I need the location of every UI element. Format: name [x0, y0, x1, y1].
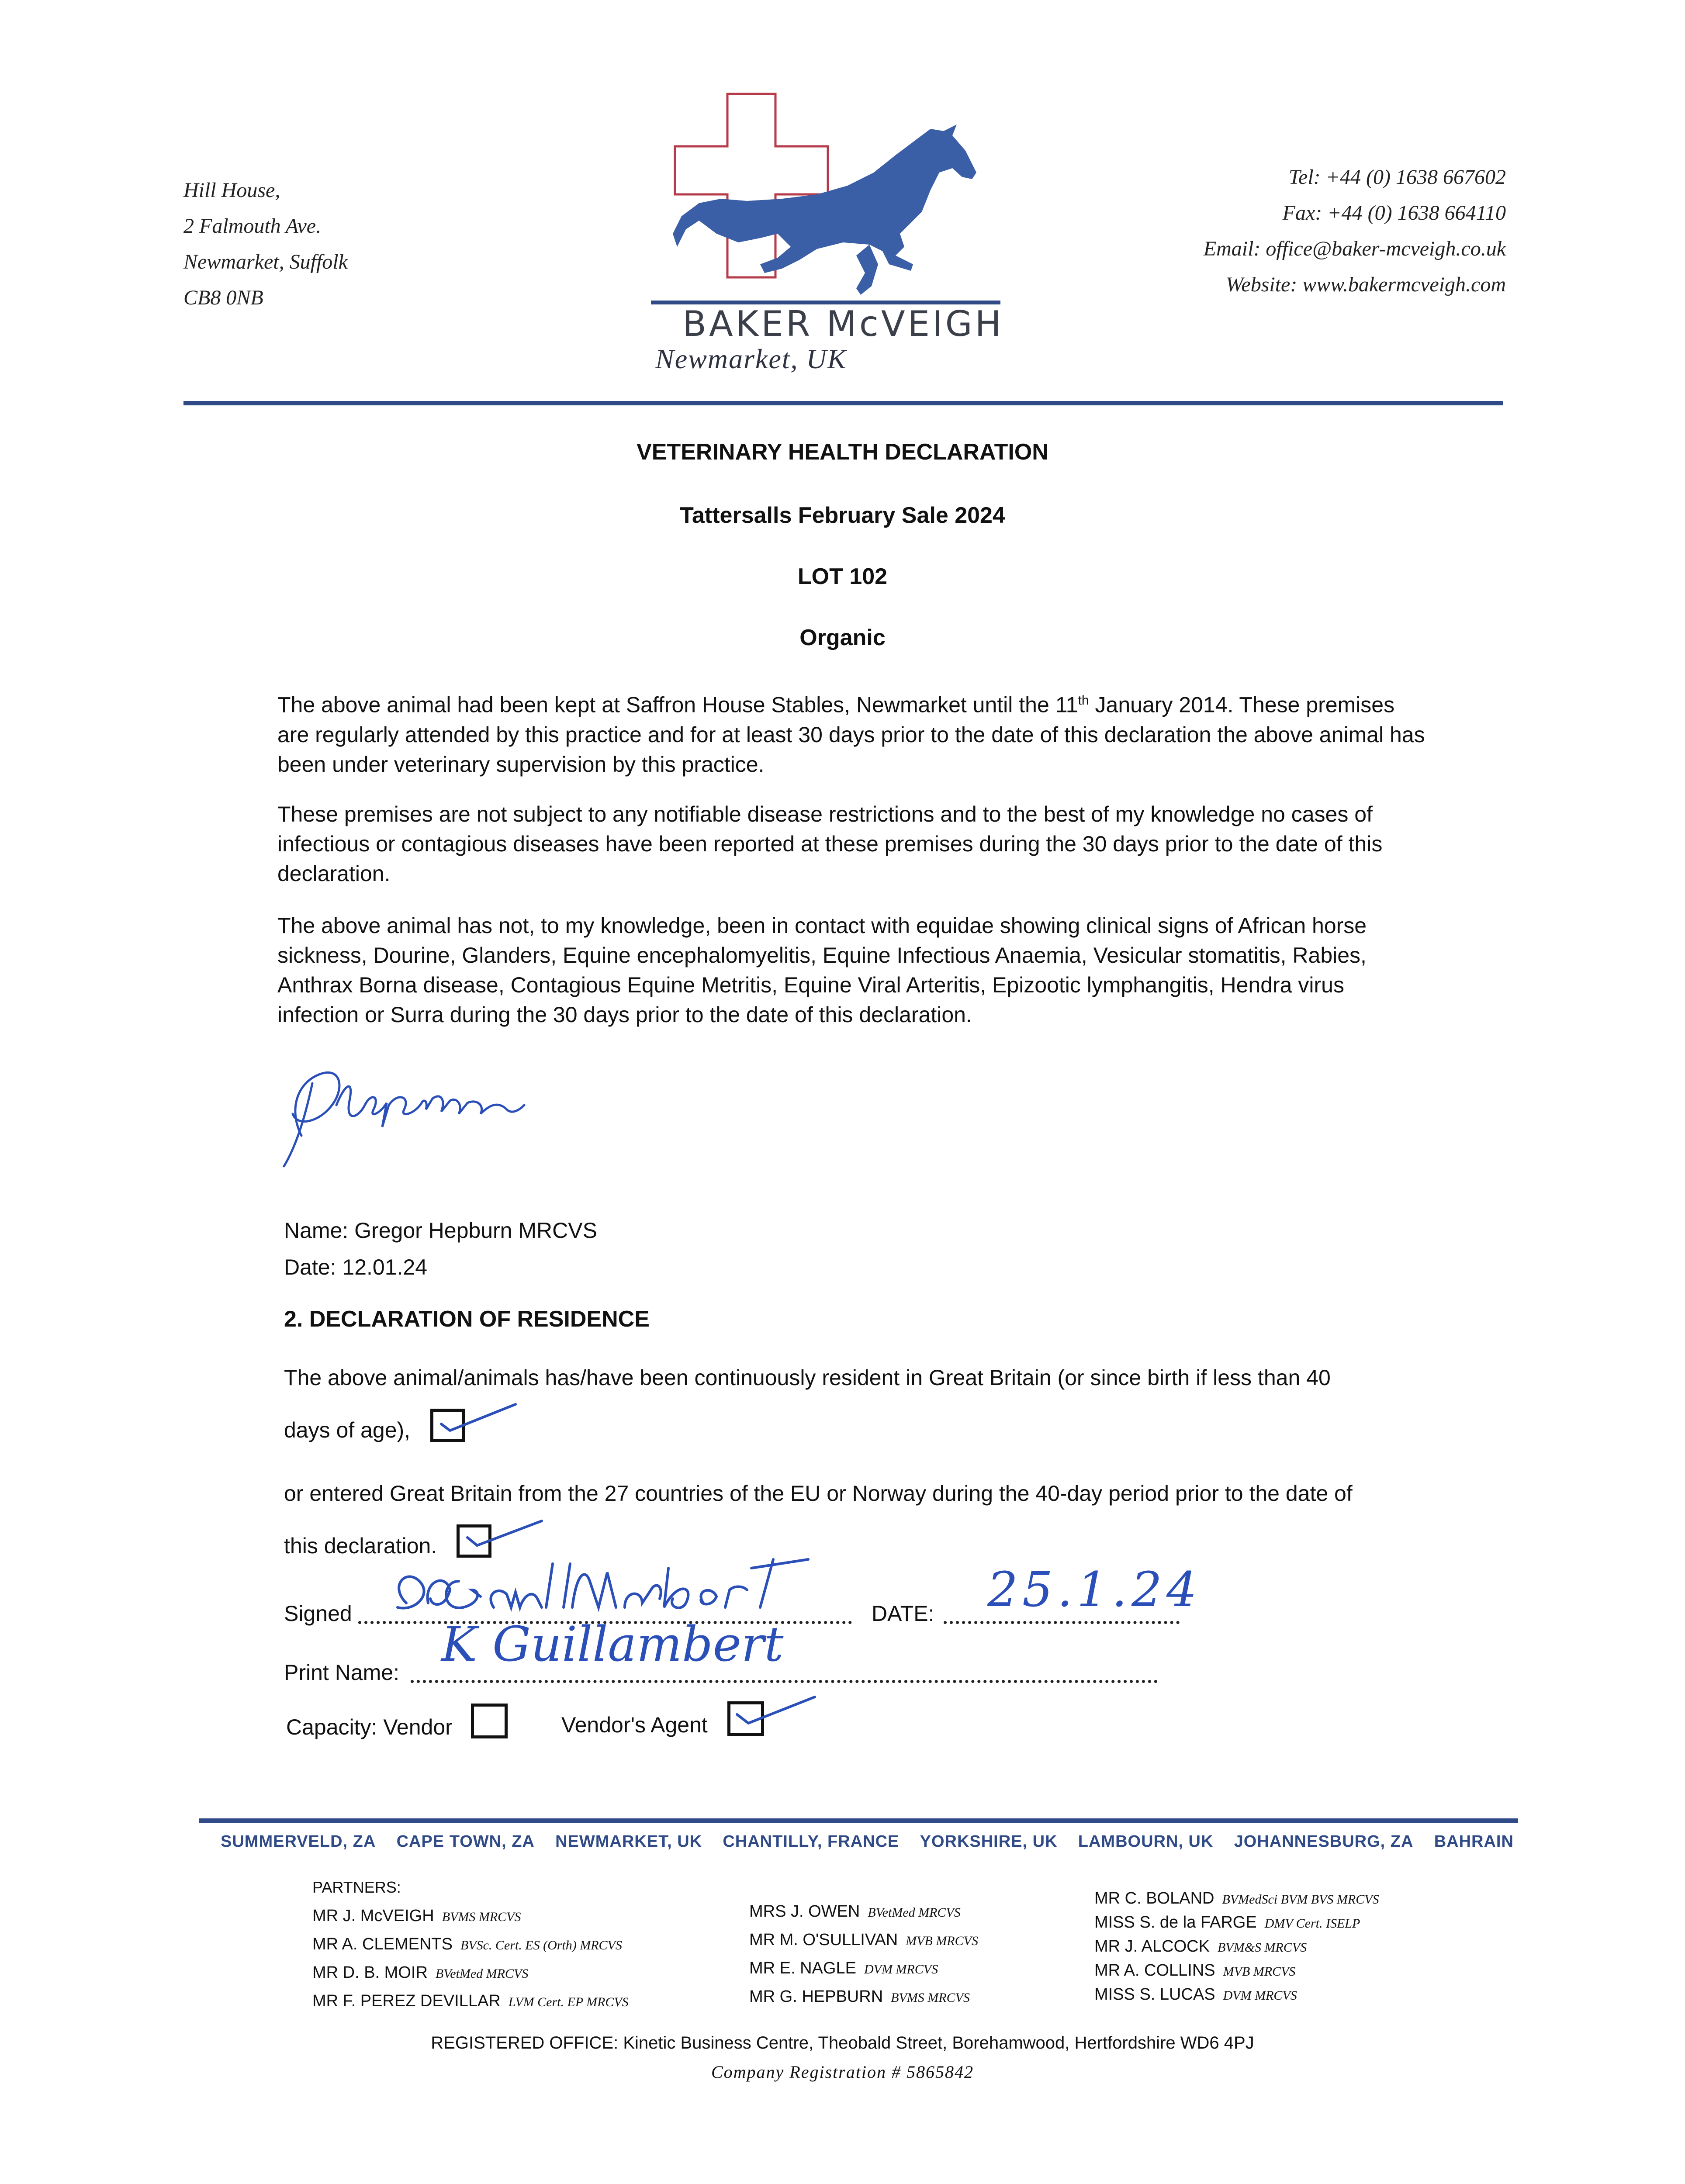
vet-details [284, 1212, 597, 1286]
partner-quals: BVMS MRCVS [891, 1990, 970, 2005]
office-locations [221, 1832, 1514, 1851]
email: Email: office@baker-mcveigh.co.uk [1203, 237, 1506, 260]
residence-line-1b [284, 1417, 410, 1443]
partner-entry [749, 1955, 978, 1983]
vet-signature [271, 1057, 577, 1179]
partner-quals: BVMedSci BVM BVS MRCVS [1222, 1892, 1379, 1907]
paragraph-text: These premises are not subject to any notifiable disease restrictions and to the best of my knowledge no cases of infectious or contagious diseases have been reported at these premises during the 30 days prior to the date of this declaration. [277, 802, 1383, 886]
office-location: BAHRAIN [1434, 1832, 1514, 1851]
partner-name: MR J. ALCOCK [1094, 1937, 1210, 1956]
partners-column-1 [312, 1902, 629, 2016]
office-location: SUMMERVELD, ZA [221, 1832, 376, 1851]
paragraph-disease [277, 799, 1431, 888]
partner-name: MR J. McVEIGH [312, 1907, 434, 1925]
partner-name: MR E. NAGLE [749, 1959, 856, 1977]
residence-line-1a: The above animal/animals has/have been continuously resident in Great Britain (or since birth if less than 40 [284, 1365, 1331, 1390]
paragraph-text: The above animal has not, to my knowledge, been in contact with equidae showing clinical signs of African horse sickness, Dourine, Glanders, Equine encephalomyelitis, Equine Infectious Anaemia, Vesicular stomatitis, Rabies, Anthrax Borna disease, Contagious Equine Metritis, Equine Viral Arteritis, Epizootic lymphangitis, Hendra virus infection or Surra during the 30 days prior to the date of this declaration. [277, 913, 1367, 1027]
residence-heading: 2. DECLARATION OF RESIDENCE [284, 1306, 650, 1332]
partner-quals: BVSc. Cert. ES (Orth) MRCVS [460, 1938, 622, 1952]
check-mark-icon [437, 1400, 520, 1435]
partners-title: PARTNERS: [312, 1878, 401, 1896]
lot-number: LOT 102 [797, 564, 888, 589]
partner-entry [1094, 1911, 1379, 1935]
partner-quals: LVM Cert. EP MRCVS [508, 1995, 629, 2009]
residence-line-2b: this declaration. [284, 1534, 437, 1558]
vendor-agent-label: Vendor's Agent [561, 1713, 708, 1737]
partner-entry [749, 1926, 978, 1955]
address-line: Hill House, [183, 179, 280, 202]
partner-name: MR G. HEPBURN [749, 1987, 883, 2006]
footer-divider [199, 1818, 1518, 1823]
partner-quals: BVetMed MRCVS [868, 1905, 961, 1920]
checkbox-vendor[interactable] [471, 1704, 508, 1738]
partner-name: MR A. CLEMENTS [312, 1935, 453, 1953]
telephone: Tel: +44 (0) 1638 667602 [1288, 166, 1506, 189]
brand-city: Newmarket, UK [655, 343, 847, 374]
partner-entry [312, 1931, 629, 1959]
date-label: DATE: [872, 1601, 934, 1626]
check-mark-icon [732, 1690, 819, 1730]
print-name-label: Print Name: [284, 1660, 399, 1685]
partner-name: MISS S. LUCAS [1094, 1985, 1215, 2004]
office-location: NEWMARKET, UK [555, 1832, 702, 1851]
partners-column-2 [749, 1898, 978, 2011]
partner-name: MR D. B. MOIR [312, 1963, 428, 1982]
address-line: CB8 0NB [183, 286, 263, 309]
office-location: YORKSHIRE, UK [920, 1832, 1058, 1851]
vet-name: Name: Gregor Hepburn MRCVS [284, 1218, 597, 1243]
paragraph-contact [277, 911, 1431, 1030]
office-location: JOHANNESBURG, ZA [1234, 1832, 1414, 1851]
baker-mcveigh-logo [651, 90, 1000, 321]
practice-address [183, 173, 348, 316]
horse-leg-icon [856, 245, 878, 295]
practice-contact [1204, 159, 1506, 303]
check-mark-icon [463, 1516, 546, 1551]
superscript: th [1078, 693, 1089, 708]
partner-name: MR A. COLLINS [1094, 1961, 1215, 1980]
partner-name: MR C. BOLAND [1094, 1889, 1214, 1908]
company-registration: Company Registration # 5865842 [711, 2062, 974, 2082]
partners-column-3 [1094, 1887, 1379, 2007]
partner-entry [1094, 1959, 1379, 1983]
address-line: 2 Falmouth Ave. [183, 214, 322, 238]
partner-quals: BVMS MRCVS [442, 1910, 521, 1924]
office-location: CHANTILLY, FRANCE [723, 1832, 900, 1851]
address-line: Newmarket, Suffolk [183, 250, 348, 273]
document-title: VETERINARY HEALTH DECLARATION [637, 439, 1048, 465]
partner-quals: MVB MRCVS [1223, 1964, 1296, 1979]
website: Website: www.bakermcveigh.com [1225, 273, 1506, 296]
signed-label: Signed [284, 1601, 352, 1626]
horse-name: Organic [799, 625, 886, 650]
partner-name: MISS S. de la FARGE [1094, 1913, 1257, 1932]
partner-entry [1094, 1887, 1379, 1911]
capacity-vendor-label: Capacity: Vendor [286, 1715, 453, 1739]
partner-quals: BVetMed MRCVS [435, 1966, 529, 1981]
brand-name: BAKER McVEIGH [682, 304, 1004, 344]
paragraph-text: The above animal had been kept at Saffron House Stables, Newmarket until the 11 [277, 692, 1078, 717]
office-location: CAPE TOWN, ZA [396, 1832, 535, 1851]
print-name-value: K Guillambert [441, 1616, 784, 1672]
paragraph-text: January 2014. These premises are regularly attended by this practice and for at least 30 days prior to the date of this declaration the above animal has been under veterinary supervision by this practice. [277, 692, 1425, 777]
partner-quals: DVM MRCVS [864, 1962, 938, 1977]
partner-entry [312, 1902, 629, 1931]
partner-entry [1094, 1983, 1379, 2007]
office-location: LAMBOURN, UK [1078, 1832, 1214, 1851]
partner-quals: BVM&S MRCVS [1217, 1940, 1307, 1955]
registered-office: REGISTERED OFFICE: Kinetic Business Centre, Theobald Street, Borehamwood, Hertfordshire WD6 4PJ [431, 2033, 1254, 2053]
fax: Fax: +44 (0) 1638 664110 [1282, 201, 1506, 225]
vet-date: Date: 12.01.24 [284, 1255, 428, 1279]
partner-entry [749, 1898, 978, 1926]
partner-entry [312, 1987, 629, 2016]
partner-name: MR F. PEREZ DEVILLAR [312, 1992, 501, 2010]
residence-line-2a: or entered Great Britain from the 27 countries of the EU or Norway during the 40-day period prior to the date of [284, 1481, 1353, 1506]
sale-name: Tattersalls February Sale 2024 [680, 503, 1005, 528]
header-divider [183, 401, 1503, 405]
partner-quals: DMV Cert. ISELP [1264, 1916, 1360, 1931]
partner-entry [1094, 1935, 1379, 1959]
partner-quals: MVB MRCVS [906, 1934, 978, 1948]
partner-entry [749, 1983, 978, 2011]
partner-name: MRS J. OWEN [749, 1902, 860, 1921]
vendor-signature [380, 1555, 878, 1621]
partner-name: MR M. O'SULLIVAN [749, 1931, 898, 1949]
date-value: 25.1.24 [987, 1562, 1201, 1617]
residence-text: days of age), [284, 1418, 411, 1442]
paragraph-premises [277, 686, 1431, 779]
partner-quals: DVM MRCVS [1223, 1988, 1297, 2003]
partner-entry [312, 1959, 629, 1987]
